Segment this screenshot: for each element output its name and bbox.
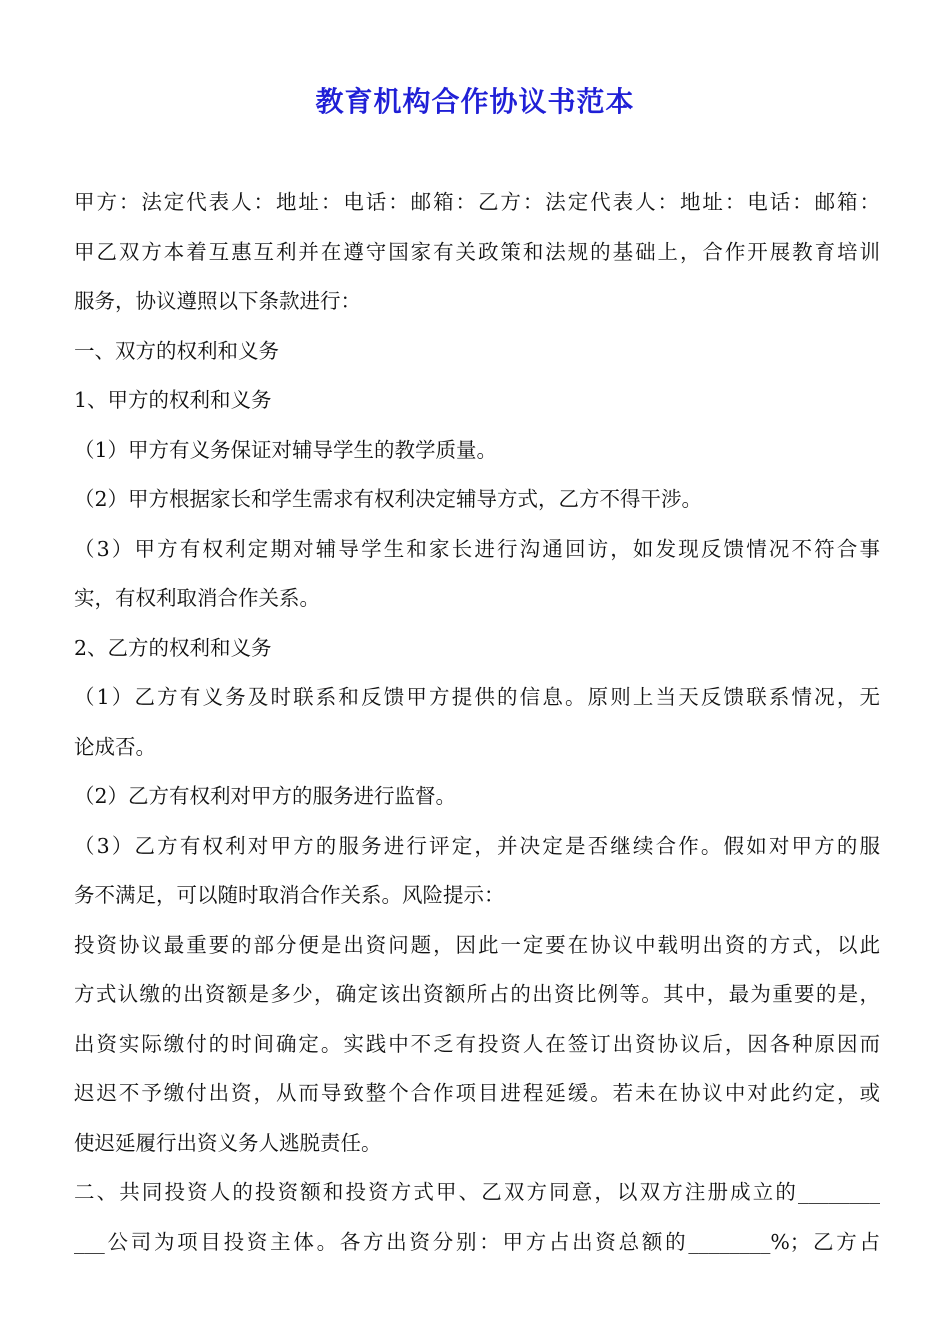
document-line: 论成否。 [74,734,156,759]
document-line: （1）甲方有义务保证对辅导学生的教学质量。 [74,437,498,462]
document-line: 2、乙方的权利和义务 [74,635,272,660]
document-line: （1）乙方有义务及时联系和反馈甲方提供的信息。原则上当天反馈联系情况，无 [74,685,880,709]
document-line: （3）甲方有权利定期对辅导学生和家长进行沟通回访，如发现反馈情况不符合事 [74,536,880,561]
document-line: 1、甲方的权利和义务 [74,388,272,412]
document-line: 使迟延履行出资义务人逃脱责任。 [74,1130,382,1155]
document-line: （2）乙方有权利对甲方的服务进行监督。 [74,784,457,808]
document-line: 投资协议最重要的部分便是出资问题，因此一定要在协议中载明出资的方式，以此 [74,932,880,957]
document-title: 教育机构合作协议书范本 [315,85,635,118]
document-line: 方式认缴的出资额是多少，确定该出资额所占的出资比例等。其中，最为重要的是， [74,982,880,1006]
document-line: 二、共同投资人的投资额和投资方式甲、乙双方同意，以双方注册成立的________ [74,1180,880,1204]
document-line: 甲乙双方本着互惠互利并在遵守国家有关政策和法规的基础上，合作开展教育培训 [74,239,880,264]
document-line: ___公司为项目投资主体。各方出资分别：甲方占出资总额的________%；乙方占 [74,1229,880,1254]
document-line: 出资实际缴付的时间确定。实践中不乏有投资人在签订出资协议后，因各种原因而 [74,1031,880,1056]
document-line: （2）甲方根据家长和学生需求有权利决定辅导方式，乙方不得干涉。 [74,487,703,511]
document-line: 服务，协议遵照以下条款进行： [74,289,361,313]
document-line: 甲方：法定代表人：地址：电话：邮箱：乙方：法定代表人：地址：电话：邮箱： [74,190,880,214]
document-line: 实，有权利取消合作关系。 [74,586,320,610]
document-line: （3）乙方有权利对甲方的服务进行评定，并决定是否继续合作。假如对甲方的服 [74,833,880,858]
document-line: 务不满足，可以随时取消合作关系。风险提示： [74,883,505,907]
document-line: 迟迟不予缴付出资，从而导致整个合作项目进程延缓。若未在协议中对此约定，或 [74,1081,880,1105]
document-body [74,178,880,1267]
document-line: 一、双方的权利和义务 [74,338,279,363]
